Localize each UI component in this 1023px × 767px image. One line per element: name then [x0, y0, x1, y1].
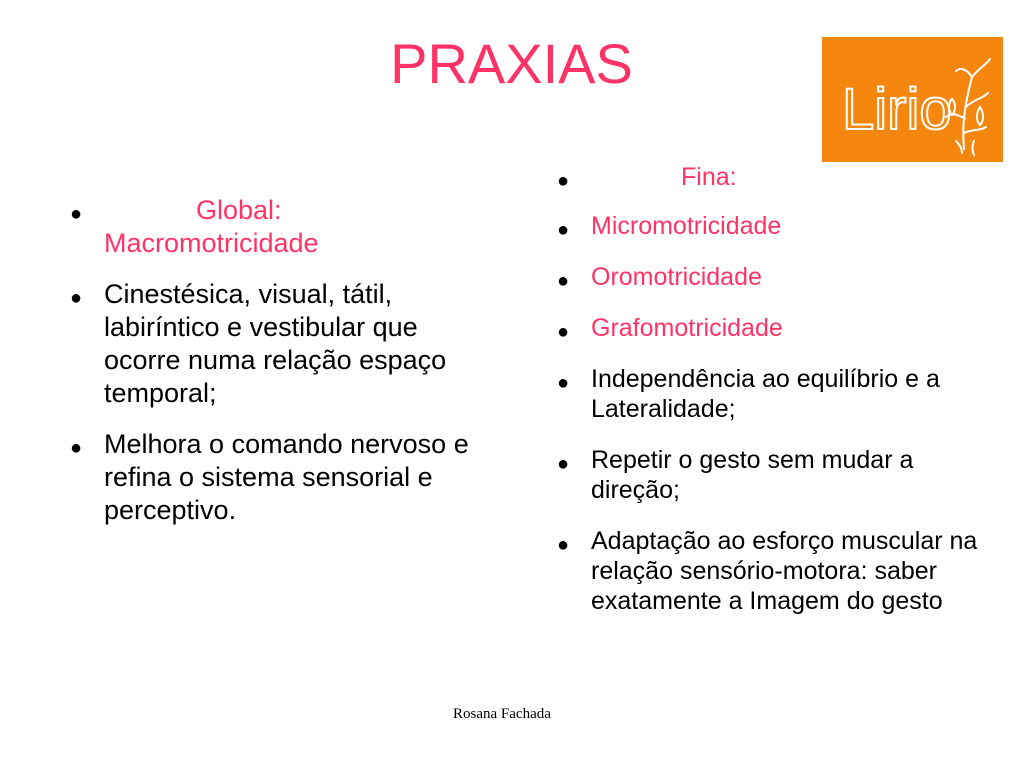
list-item-fina	[557, 162, 997, 192]
list-item	[70, 278, 490, 410]
list-item	[557, 526, 997, 616]
list-item-text: Cinestésica, visual, tátil, labiríntico e vestibular que ocorre numa relação espaço temporal;	[104, 279, 447, 408]
list-item-text: Grafomotricidade	[591, 314, 783, 342]
fina-heading: Fina:	[681, 163, 737, 191]
global-heading	[104, 194, 319, 260]
list-item	[557, 313, 997, 343]
bullet-dot-icon: ●	[557, 453, 570, 475]
slide-title: PRAXIAS	[390, 32, 633, 95]
list-item	[557, 364, 997, 424]
lirio-logo-graphic	[822, 37, 1003, 162]
bullet-dot-icon: ●	[70, 437, 83, 459]
bullet-dot-icon: ●	[557, 372, 570, 394]
list-item-text: Melhora o comando nervoso e refina o sistema sensorial e perceptivo.	[104, 429, 469, 525]
bullet-dot-icon: ●	[557, 534, 570, 556]
list-item-text: Micromotricidade	[591, 212, 782, 240]
left-bullet-list	[70, 194, 490, 545]
lirio-logo	[822, 37, 1003, 162]
bullet-dot-icon: ●	[70, 287, 83, 309]
list-item	[557, 262, 997, 292]
bullet-dot-icon: ●	[557, 170, 570, 192]
logo-lettering: Lirio	[842, 77, 952, 142]
list-item-text: Repetir o gesto sem mudar a direção;	[591, 446, 914, 504]
global-label: Global:	[196, 195, 282, 225]
list-item	[70, 428, 490, 527]
list-item	[557, 445, 997, 505]
list-item-text: Independência ao equilíbrio e a Lateralidade;	[591, 365, 940, 423]
list-item-text: Oromotricidade	[591, 263, 762, 291]
bullet-dot-icon: ●	[557, 321, 570, 343]
right-bullet-list	[557, 162, 997, 637]
list-item	[557, 211, 997, 241]
list-item-text: Adaptação ao esforço muscular na relação sensório-motora: saber exatamente a Imagem do gesto	[591, 527, 978, 615]
global-subheading: Macromotricidade	[104, 228, 319, 258]
bullet-dot-icon: ●	[70, 203, 83, 225]
bullet-dot-icon: ●	[557, 270, 570, 292]
slide-footer: Rosana Fachada	[453, 706, 551, 722]
list-item-global	[70, 194, 490, 260]
bullet-dot-icon: ●	[557, 219, 570, 241]
